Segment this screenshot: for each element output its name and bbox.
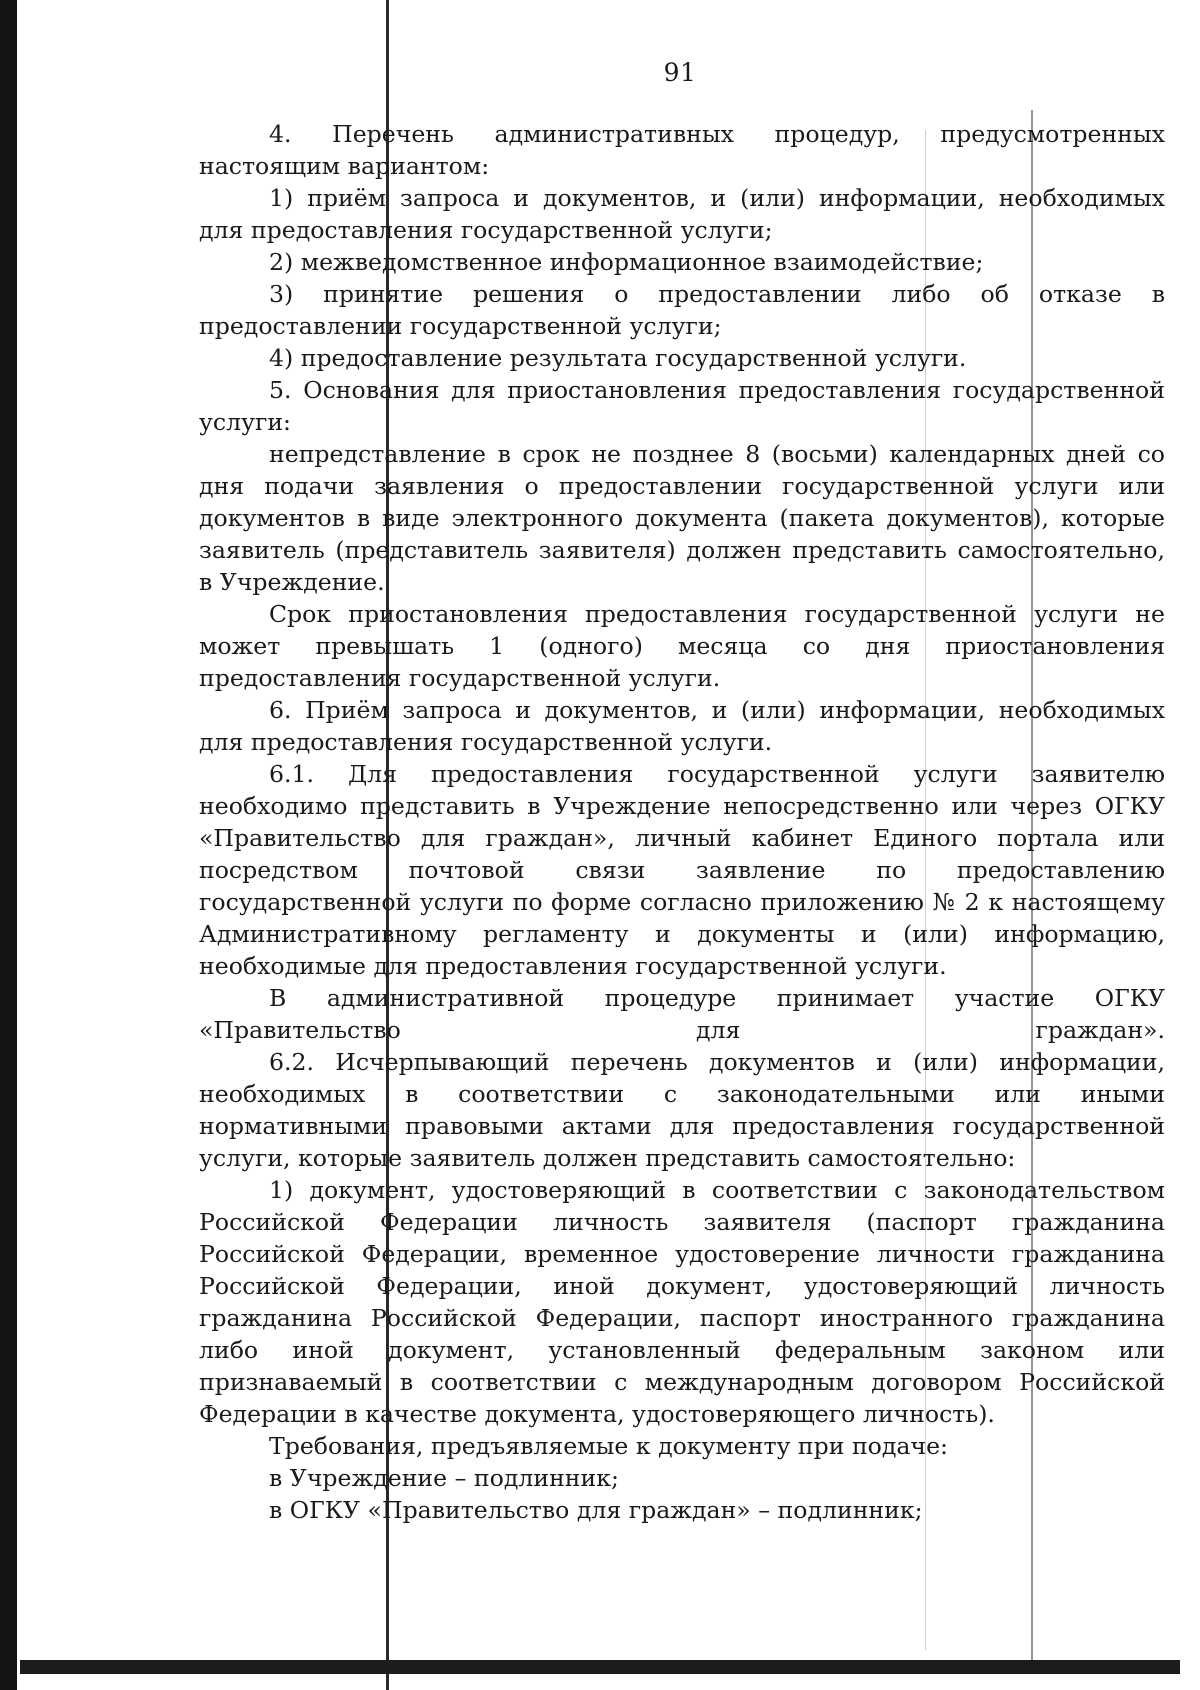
paragraph-procedure-4: 4) предоставление результата государственной услуги. [269,344,967,372]
paragraph-participation: В административной процедуре принимает участие ОГКУ «Правительство для граждан». [199,984,1165,1044]
paragraph-requirement-institution: в Учреждение – подлинник; [269,1464,619,1492]
paragraph-non-submission: непредставление в срок не позднее 8 (восьми) календарных дней со дня подачи заявления о предоставлении государственной услуги или документов в виде электронного документа (пакета документов), которые заявитель (представитель заявителя) должен представить самостоятельно, в Учреждение. [199,440,1165,596]
paragraph-suspension-grounds: 5. Основания для приостановления предоставления государственной услуги: [199,376,1165,436]
paragraph-procedures-list-heading: 4. Перечень административных процедур, предусмотренных настоящим вариантом: [199,120,1165,180]
paragraph-section-6: 6. Приём запроса и документов, и (или) информации, необходимых для предоставления государственной услуги. [199,696,1165,756]
paragraph-requirement-ogku: в ОГКУ «Правительство для граждан» – подлинник; [269,1496,923,1524]
paragraph-identity-document: 1) документ, удостоверяющий в соответствии с законодательством Российской Федерации личность заявителя (паспорт гражданина Российской Федерации, временное удостоверение личности гражданина Российской Федерации, иной документ, удостоверяющий личность гражданина Российской Федерации, паспорт иностранного гражданина либо иной документ, установленный федеральным законом или признаваемый в соответствии с международным договором Российской Федерации в качестве документа, удостоверяющего личность). [199,1176,1165,1428]
paragraph-requirements: Требования, предъявляемые к документу при подаче: [269,1432,948,1460]
paragraph-suspension-term: Срок приостановления предоставления государственной услуги не может превышать 1 (одного) месяца со дня приостановления предоставления государственной услуги. [199,600,1165,692]
document-body [199,118,1165,1526]
paragraph-procedure-2: 2) межведомственное информационное взаимодействие; [269,248,984,276]
page-number: 91 [663,58,697,87]
paragraph-section-6-2: 6.2. Исчерпывающий перечень документов и (или) информации, необходимых в соответствии с законодательными или иными нормативными правовыми актами для предоставления государственной услуги, которые заявитель должен представить самостоятельно: [199,1048,1165,1172]
paragraph-section-6-1: 6.1. Для предоставления государственной услуги заявителю необходимо представить в Учреждение непосредственно или через ОГКУ «Правительство для граждан», личный кабинет Единого портала или посредством почтовой связи заявление по предоставлению государственной услуги по форме согласно приложению № 2 к настоящему Административному регламенту и документы и (или) информацию, необходимые для предоставления государственной услуги. [199,760,1165,980]
paragraph-procedure-3: 3) принятие решения о предоставлении либо об отказе в предоставлении государственной услуги; [199,280,1165,340]
scan-edge-bottom [20,1660,1180,1674]
paragraph-procedure-1: 1) приём запроса и документов, и (или) информации, необходимых для предоставления государственной услуги; [199,184,1165,244]
scan-edge-left [0,0,17,1690]
